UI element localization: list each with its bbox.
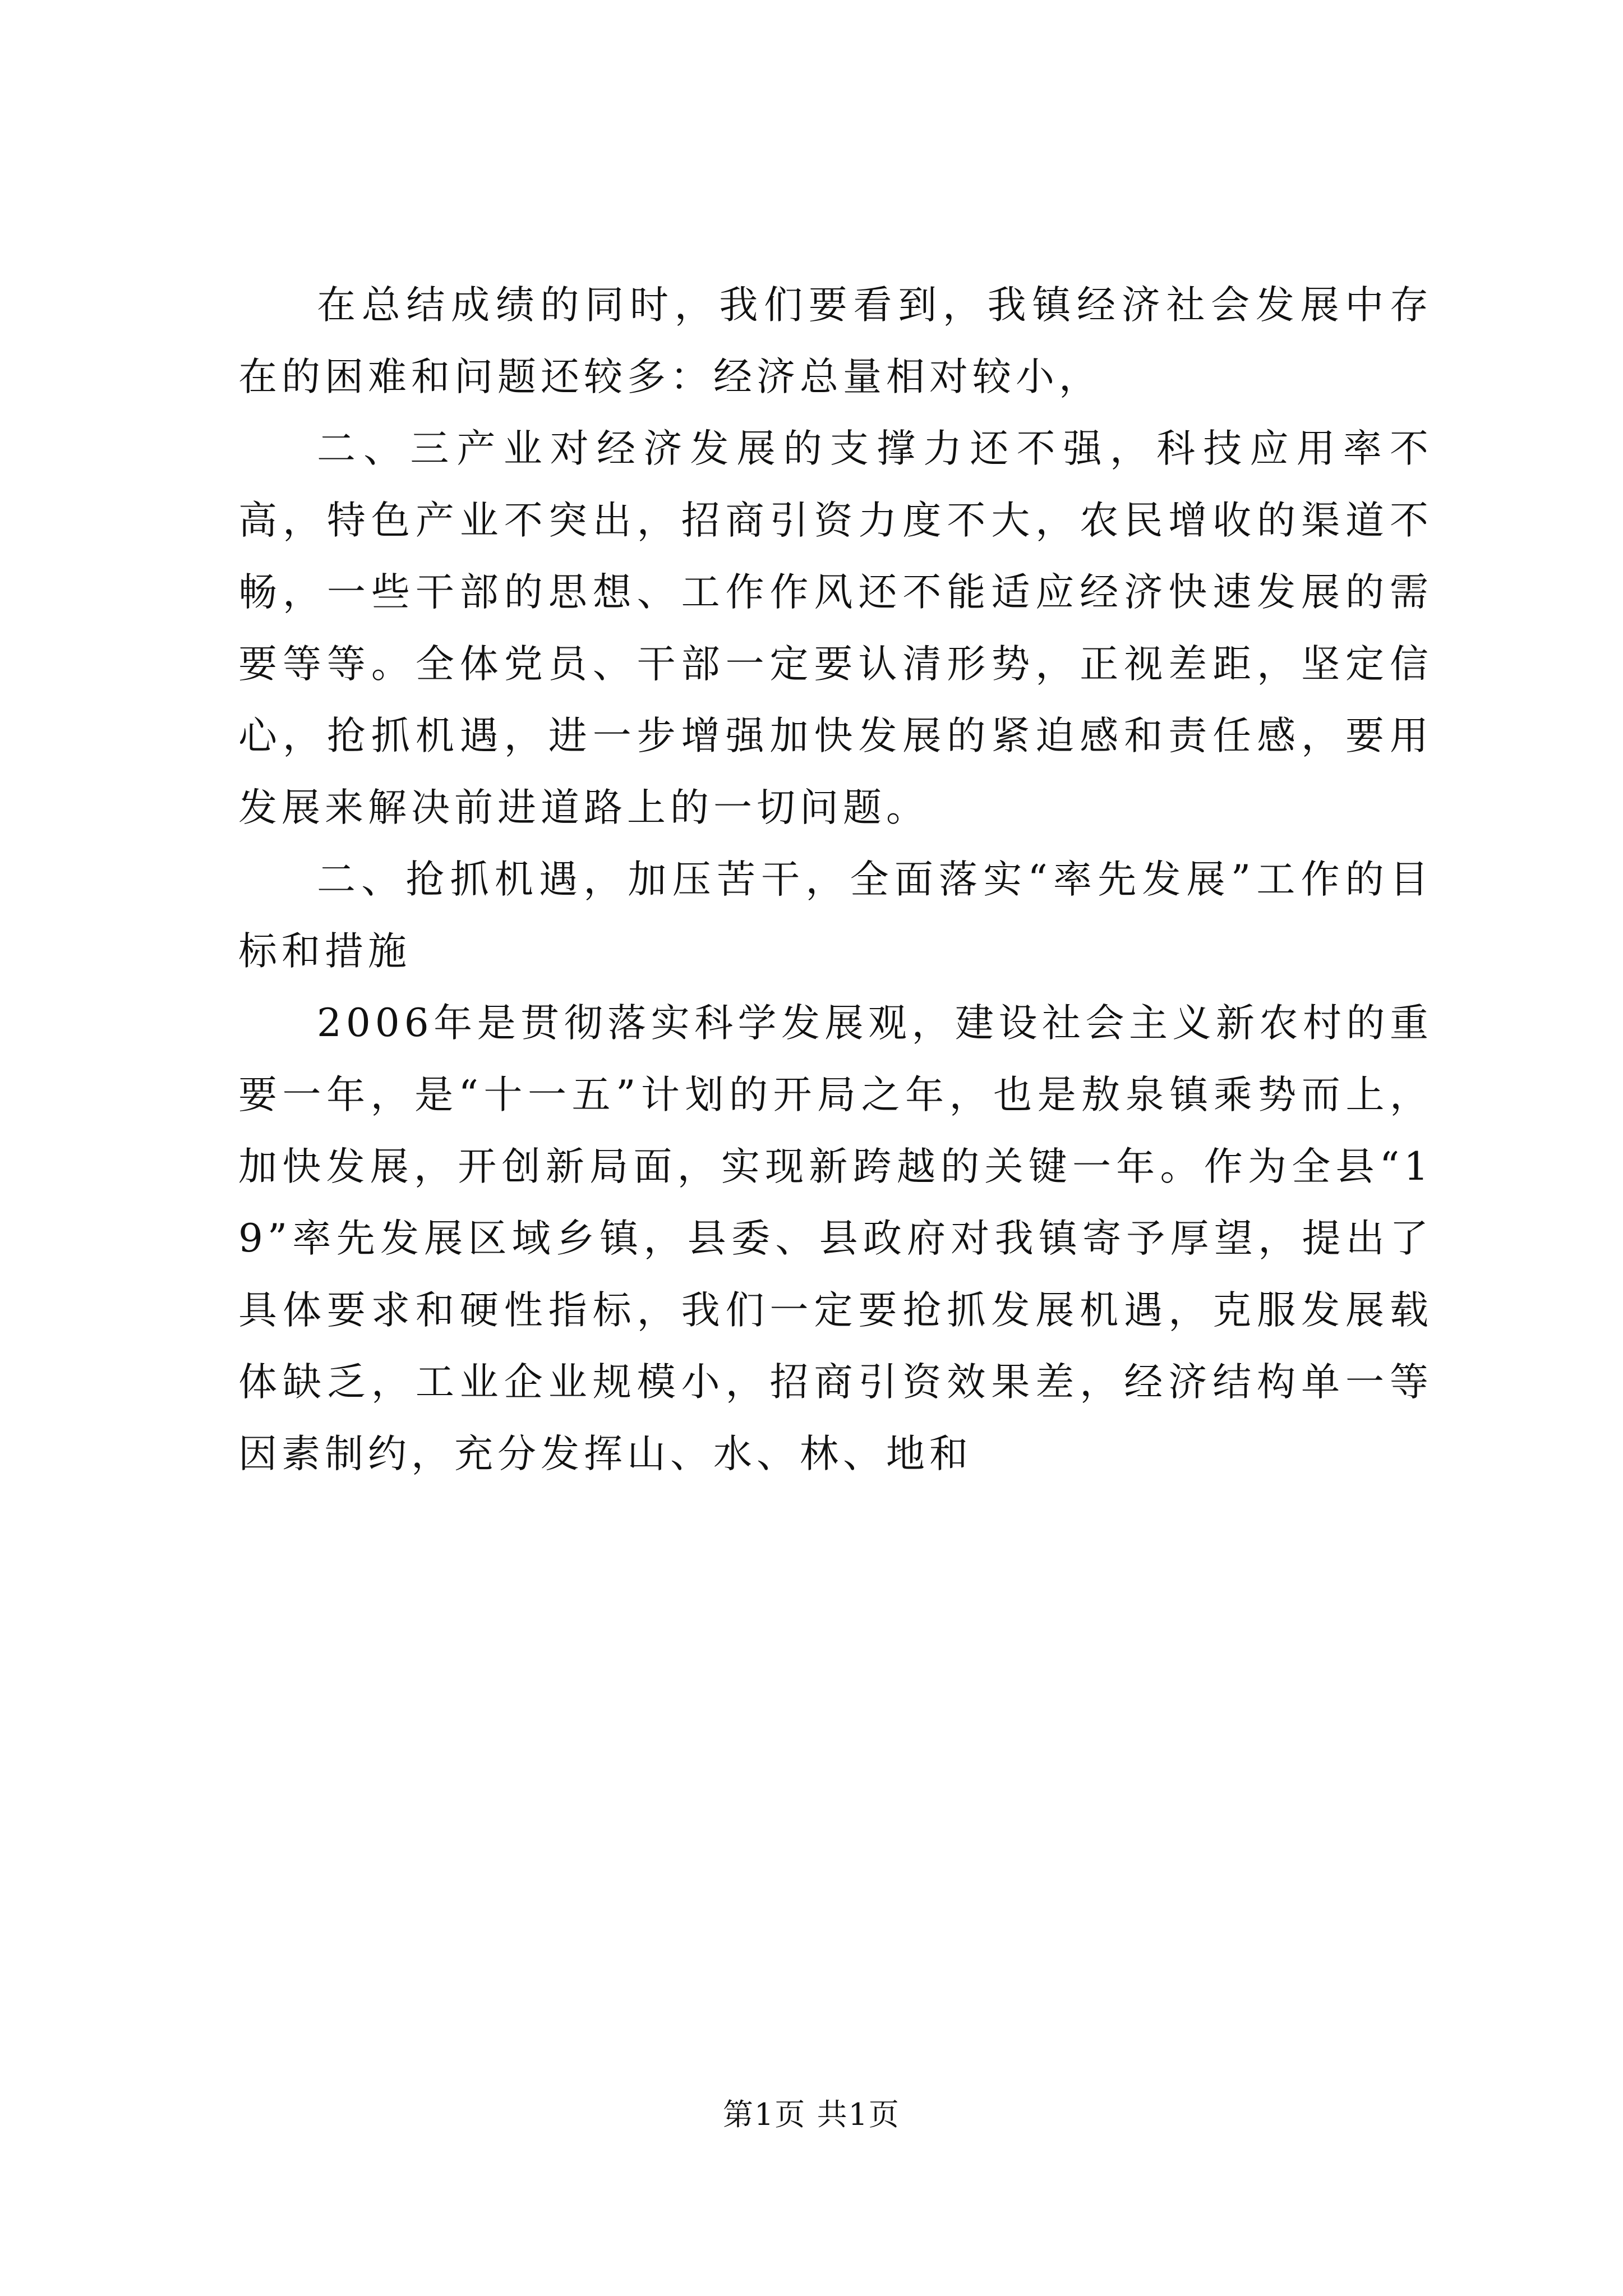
paragraph-2: 二、三产业对经济发展的支撑力还不强，科技应用率不高，特色产业不突出，招商引资力度不大，农民增收的渠道不畅，一些干部的思想、工作作风还不能适应经济快速发展的需要等等。全体党员、干部一定要认清形势，正视差距，坚定信心，抢抓机遇，进一步增强加快发展的紧迫感和责任感，要用发展来解决前进道路上的一切问题。 (238, 426, 1433, 830)
paragraph-1: 在总结成绩的同时，我们要看到，我镇经济社会发展中存在的困难和问题还较多：经济总量相对较小， (238, 283, 1433, 399)
document-body (238, 269, 1433, 1490)
section-heading: 二、抢抓机遇，加压苦干，全面落实“率先发展”工作的目标和措施 (238, 857, 1433, 974)
page-footer: 第1页 共1页 (723, 2097, 900, 2132)
paragraph-3: 2006年是贯彻落实科学发展观，建设社会主义新农村的重要一年，是“十一五”计划的开局之年，也是敖泉镇乘势而上，加快发展，开创新局面，实现新跨越的关键一年。作为全县“19”率先发展区域乡镇，县委、县政府对我镇寄予厚望，提出了具体要求和硬性指标，我们一定要抢抓发展机遇，克服发展载体缺乏，工业企业规模小，招商引资效果差，经济结构单一等因素制约，充分发挥山、水、林、地和 (238, 1001, 1433, 1476)
